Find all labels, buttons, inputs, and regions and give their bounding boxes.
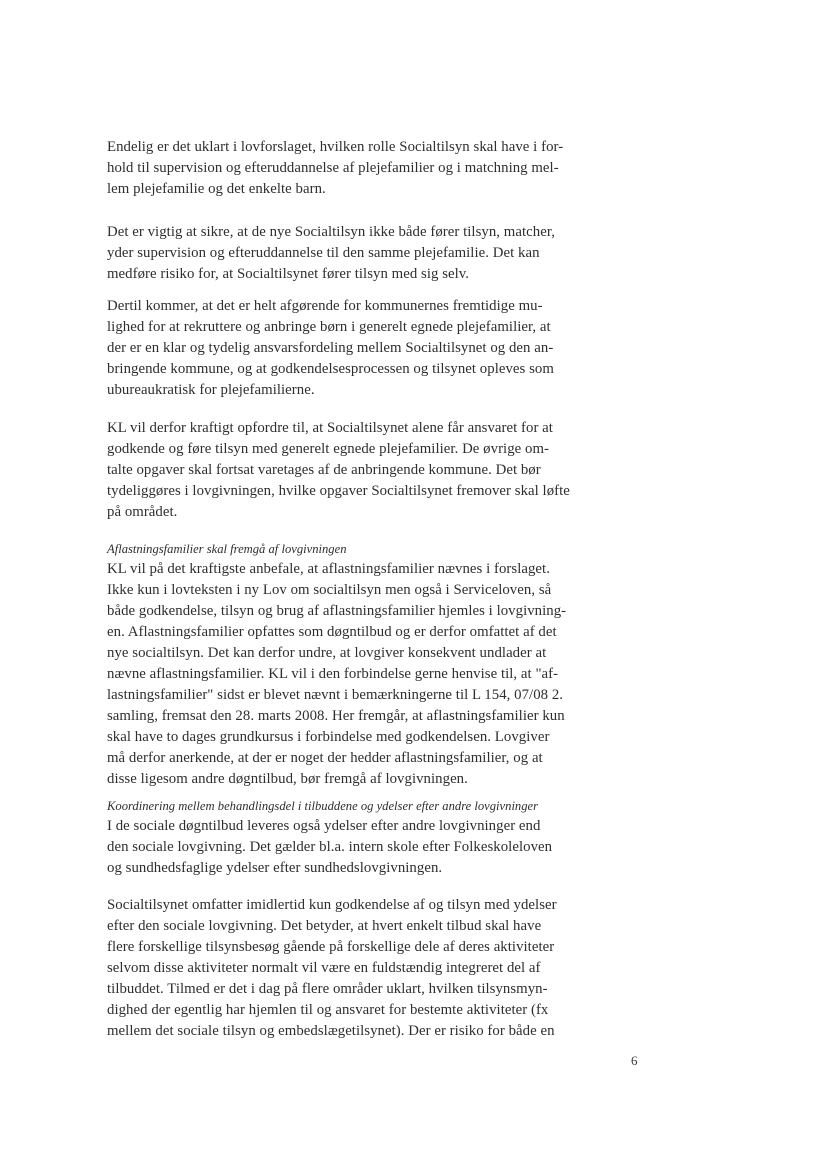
text-line: Ikke kun i lovteksten i ny Lov om socialtilsyn men også i Serviceloven, så xyxy=(107,582,552,598)
text-line: på området. xyxy=(107,504,178,520)
text-line: tydeliggøres i lovgivningen, hvilke opgaver Socialtilsynet fremover skal løfte xyxy=(107,483,570,499)
paragraph-3 xyxy=(107,296,607,401)
text-line: hold til supervision og efteruddannelse af plejefamilier og i matchning mel- xyxy=(107,160,559,176)
text-line: efter den sociale lovgivning. Det betyder, at hvert enkelt tilbud skal have xyxy=(107,918,542,934)
text-line: bringende kommune, og at godkendelsesprocessen og tilsynet opleves som xyxy=(107,361,554,377)
paragraph-4 xyxy=(107,418,607,523)
text-line: flere forskellige tilsynsbesøg gående på forskellige dele af deres aktiviteter xyxy=(107,939,555,955)
text-line: dighed der egentlig har hjemlen til og ansvaret for bestemte aktiviteter (fx xyxy=(107,1002,549,1018)
section-aflastningsfamilier xyxy=(107,539,607,790)
text-line: Socialtilsynet omfatter imidlertid kun godkendelse af og tilsyn med ydelser xyxy=(107,897,557,913)
text-line: tilbuddet. Tilmed er det i dag på flere områder uklart, hvilken tilsynsmyn- xyxy=(107,981,548,997)
text-line: KL vil på det kraftigste anbefale, at aflastningsfamilier nævnes i forslaget. xyxy=(107,561,550,577)
text-line: talte opgaver skal fortsat varetages af de anbringende kommune. Det bør xyxy=(107,462,541,478)
paragraph-2 xyxy=(107,222,607,285)
text-line: mellem det sociale tilsyn og embedslægetilsynet). Der er risiko for både en xyxy=(107,1023,555,1039)
section-heading: Koordinering mellem behandlingsdel i tilbuddene og ydelser efter andre lovgivninger xyxy=(107,799,539,813)
paragraph-1 xyxy=(107,137,607,200)
text-line: disse ligesom andre døgntilbud, bør fremgå af lovgivningen. xyxy=(107,771,468,787)
text-line: nye socialtilsyn. Det kan derfor undre, at lovgiver konsekvent undlader at xyxy=(107,645,547,661)
text-line: lastningsfamilier" sidst er blevet nævnt i bemærkningerne til L 154, 07/08 2. xyxy=(107,687,564,703)
text-line: der er en klar og tydelig ansvarsfordeling mellem Socialtilsynet og den an- xyxy=(107,340,554,356)
text-line: yder supervision og efteruddannelse til den samme plejefamilie. Det kan xyxy=(107,245,540,261)
text-line: Endelig er det uklart i lovforslaget, hvilken rolle Socialtilsyn skal have i for- xyxy=(107,139,564,155)
section-koordinering xyxy=(107,796,607,879)
text-line: KL vil derfor kraftigt opfordre til, at Socialtilsynet alene får ansvaret for at xyxy=(107,420,553,436)
text-line: den sociale lovgivning. Det gælder bl.a. intern skole efter Folkeskoleloven xyxy=(107,839,553,855)
text-line: lem plejefamilie og det enkelte barn. xyxy=(107,181,326,197)
text-line: og sundhedsfaglige ydelser efter sundhedslovgivningen. xyxy=(107,860,443,876)
text-line: ubureaukratisk for plejefamilierne. xyxy=(107,382,315,398)
text-line: en. Aflastningsfamilier opfattes som døgntilbud og er derfor omfattet af det xyxy=(107,624,557,640)
text-line: både godkendelse, tilsyn og brug af aflastningsfamilier hjemles i lovgivning- xyxy=(107,603,567,619)
page-number: 6 xyxy=(631,1053,638,1068)
text-line: Dertil kommer, at det er helt afgørende for kommunernes fremtidige mu- xyxy=(107,298,543,314)
text-line: skal have to dages grundkursus i forbindelse med godkendelsen. Lovgiver xyxy=(107,729,550,745)
text-line: Det er vigtig at sikre, at de nye Socialtilsyn ikke både fører tilsyn, matcher, xyxy=(107,224,555,240)
text-line: må derfor anerkende, at der er noget der hedder aflastningsfamilier, og at xyxy=(107,750,543,766)
text-line: lighed for at rekruttere og anbringe børn i generelt egnede plejefamilier, at xyxy=(107,319,551,335)
text-line: nævne aflastningsfamilier. KL vil i den forbindelse gerne henvise til, at "af- xyxy=(107,666,559,682)
text-line: samling, fremsat den 28. marts 2008. Her fremgår, at aflastningsfamilier kun xyxy=(107,708,565,724)
text-line: selvom disse aktiviteter normalt vil være en fuldstændig integreret del af xyxy=(107,960,541,976)
text-line: medføre risiko for, at Socialtilsynet fører tilsyn med sig selv. xyxy=(107,266,470,282)
paragraph-socialtilsynet xyxy=(107,895,607,1042)
section-heading: Aflastningsfamilier skal fremgå af lovgivningen xyxy=(107,542,347,556)
text-line: I de sociale døgntilbud leveres også ydelser efter andre lovgivninger end xyxy=(107,818,541,834)
text-line: godkende og føre tilsyn med generelt egnede plejefamilier. De øvrige om- xyxy=(107,441,550,457)
